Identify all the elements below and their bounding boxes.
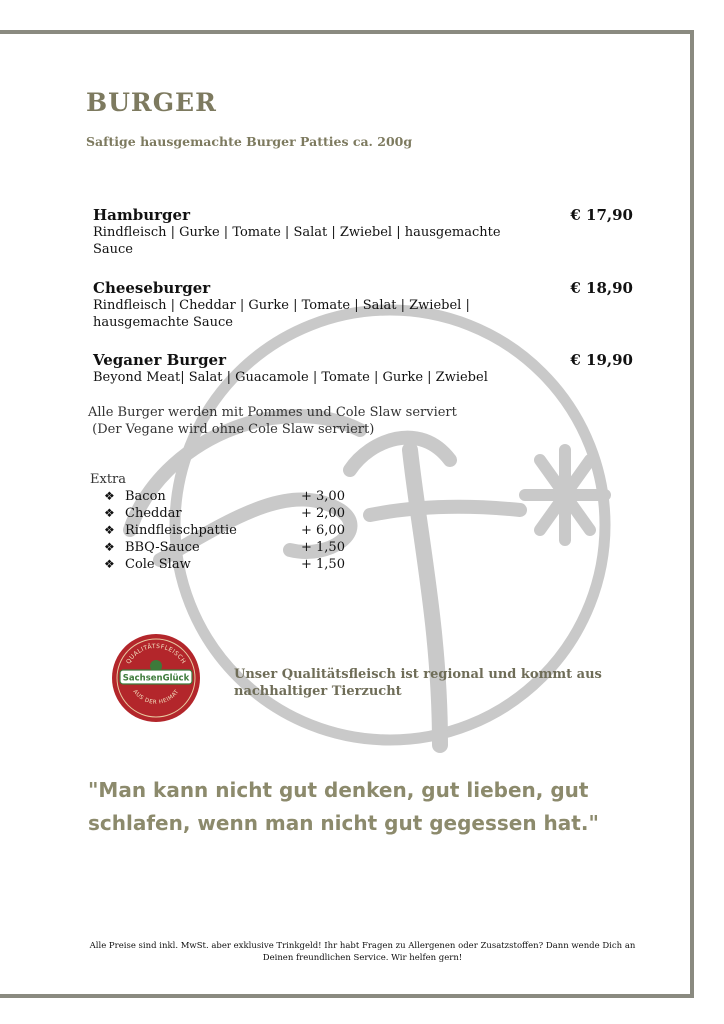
page-title: BURGER (86, 88, 217, 117)
extra-price: + 1,50 (301, 540, 345, 555)
menu-item-cheeseburger (93, 279, 633, 331)
footer-note: Alle Preise sind inkl. MwSt. aber exklusive Trinkgeld! Ihr habt Fragen zu Allergenen oder Zusatzstoffen? Dann wende Dich an Deinen freundlichen Service. Wir helfen gern! (89, 941, 636, 963)
item-name: Hamburger (93, 206, 190, 224)
item-name: Cheeseburger (93, 279, 211, 297)
item-price: € 19,90 (570, 351, 633, 369)
extra-name: Rindfleischpattie (125, 523, 237, 538)
extra-price: + 2,00 (301, 506, 345, 521)
menu-item-veganer-burger (93, 351, 633, 386)
item-description: Rindfleisch | Cheddar | Gurke | Tomate | Salat | Zwiebel | hausgemachte Sauce (93, 298, 470, 330)
list-item (104, 557, 364, 574)
list-item (104, 489, 364, 506)
extras-title: Extra (90, 472, 127, 487)
diamond-bullet-icon: ❖ (104, 506, 115, 520)
extra-price: + 3,00 (301, 489, 345, 504)
extra-name: Cole Slaw (125, 557, 191, 572)
list-item (104, 523, 364, 540)
extra-name: Bacon (125, 489, 166, 504)
extra-price: + 6,00 (301, 523, 345, 538)
serving-note: Alle Burger werden mit Pommes und Cole Slaw serviert (88, 405, 457, 420)
quality-statement: Unser Qualitätsfleisch ist regional und kommt aus nachhaltiger Tierzucht (234, 667, 602, 699)
vegan-note: (Der Vegane wird ohne Cole Slaw serviert) (88, 422, 375, 437)
seal-top-text: QUALITÄTSFLEISCH (124, 642, 188, 666)
list-item (104, 540, 364, 557)
item-name: Veganer Burger (93, 351, 227, 369)
page-subtitle: Saftige hausgemachte Burger Patties ca. 200g (86, 134, 413, 149)
item-price: € 17,90 (570, 206, 633, 224)
extra-name: Cheddar (125, 506, 182, 521)
quote: "Man kann nicht gut denken, gut lieben, gut schlafen, wenn man nicht gut gegessen hat." (88, 778, 599, 835)
item-description: Rindfleisch | Gurke | Tomate | Salat | Zwiebel | hausgemachte Sauce (93, 225, 501, 257)
seal-brand: SachsenGlück (122, 673, 190, 684)
extra-price: + 1,50 (301, 557, 345, 572)
diamond-bullet-icon: ❖ (104, 523, 115, 537)
menu-item-hamburger (93, 206, 633, 258)
diamond-bullet-icon: ❖ (104, 540, 115, 554)
item-price: € 18,90 (570, 279, 633, 297)
list-item (104, 506, 364, 523)
extra-name: BBQ-Sauce (125, 540, 200, 555)
item-description: Beyond Meat| Salat | Guacamole | Tomate | Gurke | Zwiebel (93, 370, 488, 385)
diamond-bullet-icon: ❖ (104, 489, 115, 503)
extras-list (104, 489, 364, 574)
sachsenglueck-seal-icon (110, 632, 202, 724)
diamond-bullet-icon: ❖ (104, 557, 115, 571)
seal-bottom-text: AUS DER HEIMAT (131, 688, 181, 706)
